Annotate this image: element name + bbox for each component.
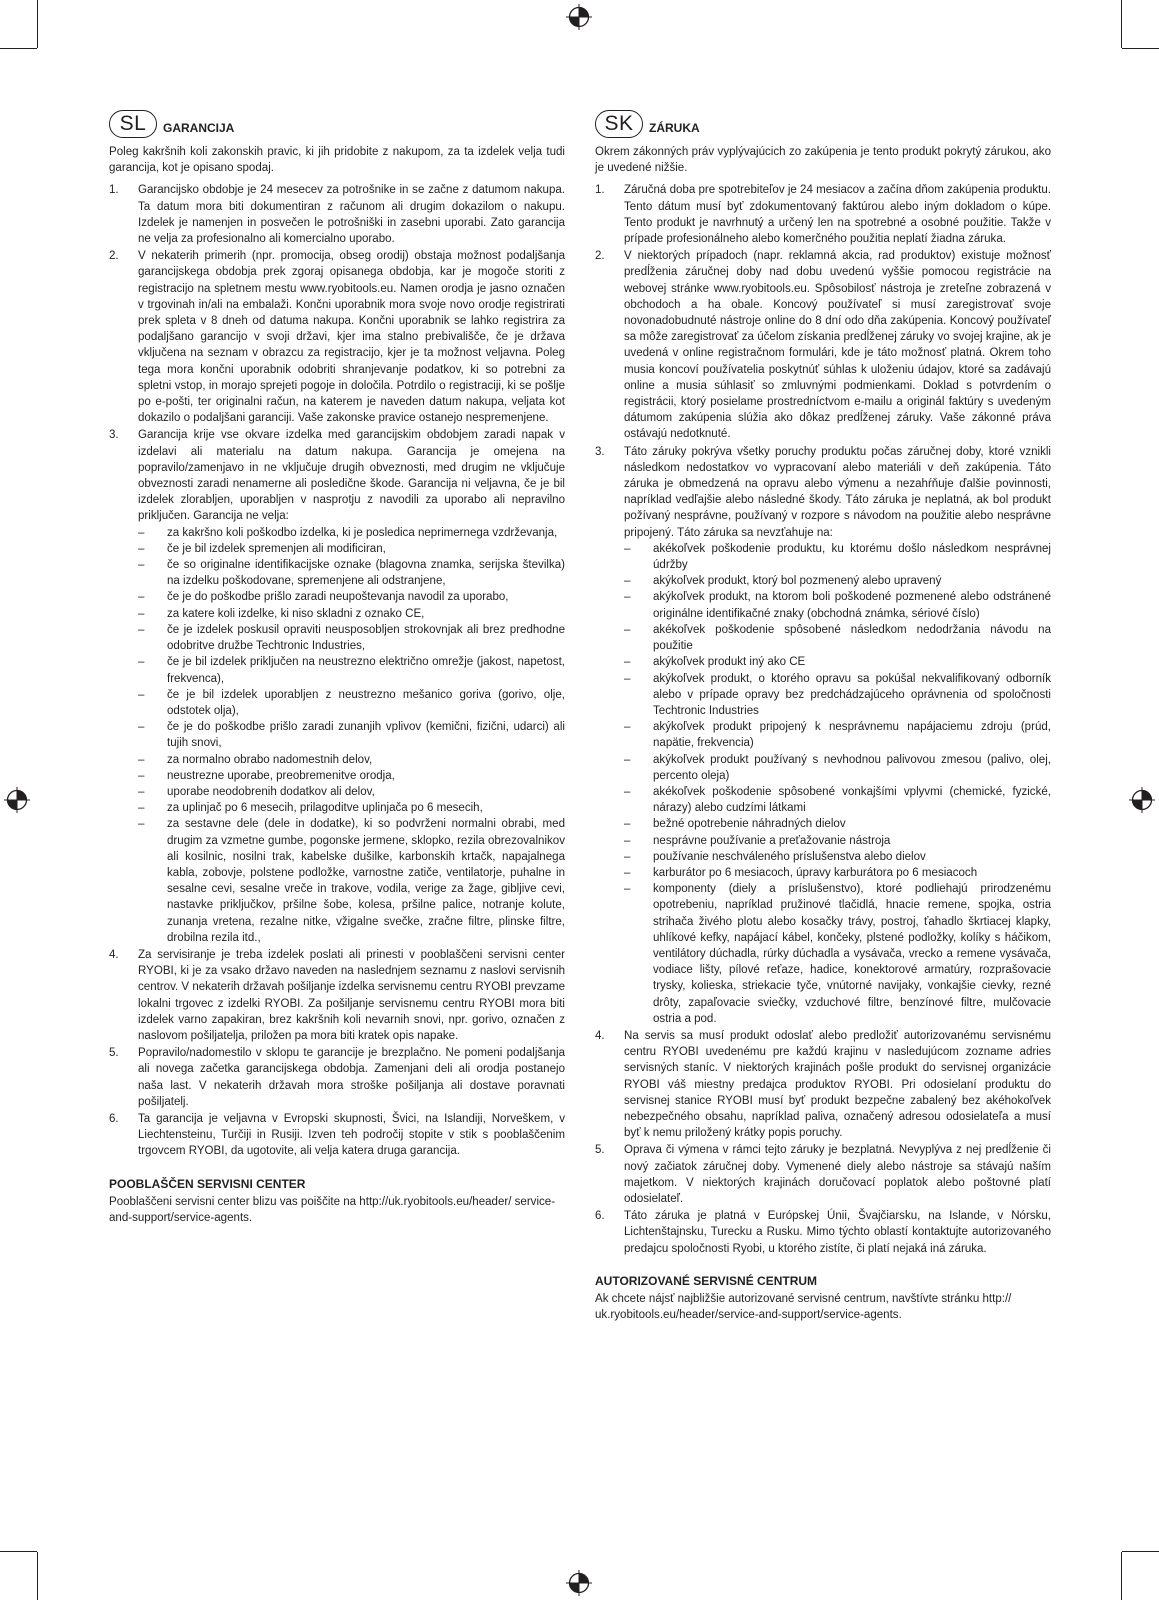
dash-bullet: – [624, 753, 631, 766]
item-number: 3. [595, 445, 605, 458]
exclusion-item: – za katere koli izdelke, ki niso skladni z oznako CE, [138, 606, 565, 622]
exclusion-item: – nesprávne používanie a preťažovanie nástroja [624, 833, 1051, 849]
item-text: Táto záruky pokrýva všetky poruchy produktu počas záručnej doby, ktoré vznikli následkom nedostatkov vo vypracovaní alebo materiáli v deň zakúpenia. Táto záruka je obmedzená na opravu alebo výmenu a nezahŕňuje ďalšie povinnosti, napríklad vedľajšie alebo následné škody. Táto záruka je neplatná, ak bol produkt požívaný nesprávne, používaný v rozpore s návodom na použitie alebo nesprávne pripojený. Táto záruka sa nevzťahuje na: [624, 445, 1051, 539]
list-item [595, 1028, 1051, 1141]
service-center-title: AUTORIZOVANÉ SERVISNÉ CENTRUM [595, 1273, 818, 1288]
list-item [595, 1142, 1051, 1207]
exclusions-list [138, 525, 565, 946]
crop-mark-top-right-v [1121, 0, 1122, 48]
exclusion-item: – za normalno obrabo nadomestnih delov, [138, 752, 565, 768]
exclusion-item: – akékoľvek poškodenie produktu, ku ktorému došlo následkom nesprávnej údržby [624, 542, 1051, 572]
crop-mark-top-left-h [0, 48, 37, 49]
list-item [595, 182, 1051, 247]
item-text: Oprava či výmena v rámci tejto záruky je bezplatná. Nevyplýva z nej predĺženie či nový začiatok záručnej doby. Vymenené diely alebo nástroje sa stávajú naším majetkom. V niektorých krajinách doručovací poplatok alebo poštovné platí odosielateľ. [624, 1144, 1051, 1205]
crop-mark-bottom-left-h [0, 1551, 37, 1552]
dash-bullet: – [624, 850, 631, 863]
exclusion-item: – akýkoľvek produkt iný ako CE [624, 654, 1051, 670]
exclusion-item: – akýkoľvek produkt používaný s nevhodnou palivovou zmesou (palivo, olej, percento oleja) [624, 753, 1051, 782]
exclusion-item: – akýkoľvek produkt pripojený k nesprávnemu napájaciemu zdroju (prúd, napätie, frekvencia) [624, 721, 1051, 750]
warranty-column-sl [109, 108, 565, 1226]
service-center-text: Pooblaščeni servisni center blizu vas poiščite na http://uk.ryobitools.eu/header/ service-and-support/service-agents. [109, 1195, 556, 1224]
exclusion-item: – če je bil izdelek priključen na neustrezno električno omrežje (jakost, napetost, frekvenca), [138, 656, 565, 685]
item-number: 1. [595, 184, 605, 197]
item-text: V nekaterih primerih (npr. promocija, obseg orodij) obstaja možnost podaljšanja garancijskega obdobja prek zgoraj opisanega obdobja, kar je mogoče storiti z registracijo na spletnem mestu www.ryobitools.eu. Namen orodja je jasno označen v trgovinah in/ali na embalaži. Končni uporabnik mora svoje novo orodje registrirati prek spleta v 8 dneh od datuma nakupa. Končni uporabnik se lahko registrira za podaljšano garancijo v svoji državi, kjer ima stalno prebivališče, če je država vključena na seznam v obrazcu za registracijo, kjer je ta možnost veljavna. Poleg tega mora končni uporabnik odobriti shranjevanje podatkov, ki so potrebni za spletni vstop, in morajo sprejeti pogoje in določila. Potrdilo o registraciji, ki se pošlje po e-pošti, ter originalni račun, na katerem je naveden datum nakupa, veljata kot dokazilo o podaljšani garanciji. Vaše zakonske pravice ostanejo nespremenjene. [138, 250, 565, 425]
item-text: Garancija krije vse okvare izdelka med garancijskim obdobjem zaradi napak v izdelavi ali materialu na datum nakupa. Garancija je omejena na popravilo/zamenjavo in ne vključuje drugih obveznosti, med drugim ne vključuje obveznosti zaradi nenamerne ali posledične škode. Garancija ni veljavna, če je bil izdelek zlorabljen, uporabljen v nasprotju z navodili za uporabo ali nepravilno priključen. Garancija ne velja: [138, 429, 565, 523]
intro-paragraph: Poleg kakršnih koli zakonskih pravic, ki jih pridobite z nakupom, za ta izdelek velja tudi garancija, kot je opisano spodaj. [109, 146, 565, 175]
exclusion-item: – karburátor po 6 mesiacoch, úpravy karburátora po 6 mesiacoch [624, 865, 1051, 881]
dash-bullet: – [138, 559, 145, 572]
crop-mark-bottom-right-v [1121, 1552, 1122, 1600]
exclusion-item: – akékoľvek poškodenie spôsobené vonkajšími vplyvmi (chemické, fyzické, nárazy) alebo cudzími látkami [624, 785, 1051, 815]
dash-bullet: – [138, 785, 145, 798]
exclusion-item: – akýkoľvek produkt, o ktorého opravu sa pokúšal nekvalifikovaný odborník alebo v prípade opravy bez predchádzajúceho oprávnenia od spoločnosti Techtronic Industries [624, 672, 1051, 717]
section-title: ZÁRUKA [649, 120, 700, 135]
list-item [109, 427, 565, 946]
item-text: Za servisiranje je treba izdelek poslati ali prinesti v pooblaščeni servisni center RYOBI, ki je za vsako državo naveden na naslednjem seznamu z naslovi servisnih centrov. V nekaterih državah pošiljanje izdelka servisnemu centru RYOBI prevzame lokalni trgovec z izdelki RYOBI. Za pošiljanje servisnemu centru RYOBI mora biti izdelek varno zapakiran, brez kakršnih koli nevarnih snovi, npr. gorivo, označen z naslovom pošiljatelja, priložen pa mora biti kratek opis napake. [138, 948, 566, 1042]
exclusion-item: – za sestavne dele (dele in dodatke), ki so podvrženi normalni obrabi, med drugim za vzmetne gumbe, pogonske jermene, sklopko, rezila obrezovalnikov ali kosilnic, nosilni trak, kabelske dušilke, karbonskih krtačk, napajalnega kabla, zobovje, polstene podložke, varnostne zatiče, ventilatorje, puhalne in sesalne cevi, sesalne vreče in trakove, vodila, verige za žage, gibljive cevi, nastavke priključkov, pršilne šobe, kolesa, pršilne palice, notranje kolute, zunanja vretena, rezalne nitke, vžigalne svečke, zračne filtre, plinske filtre, drobilna rezila itd., [138, 818, 565, 944]
language-badge: SL [109, 110, 157, 138]
item-number: 4. [595, 1029, 605, 1042]
dash-bullet: – [624, 721, 631, 734]
dash-bullet: – [624, 656, 631, 669]
exclusions-list [624, 541, 1051, 1027]
crop-mark-bottom-right-h [1122, 1551, 1159, 1552]
section-heading [595, 108, 1051, 140]
registration-mark-icon [566, 4, 592, 30]
dash-bullet: – [138, 753, 145, 766]
intro-paragraph: Okrem zákonných práv vyplývajúcich zo zakúpenia je tento produkt pokrytý zárukou, ako je uvedené nižšie. [595, 146, 1051, 175]
item-text: Ta garancija je veljavna v Evropski skupnosti, Švici, na Islandiji, Norveškem, v Liechtensteinu, Turčiji in Rusiji. Izven teh področij stopite v stik s pooblaščenim trgovcem RYOBI, da ugotovite, ali velja katera druga garancija. [138, 1112, 565, 1158]
exclusion-item: – používanie neschváleného príslušenstva alebo dielov [624, 849, 1051, 865]
exclusion-item: – bežné opotrebenie náhradných dielov [624, 816, 1051, 832]
item-number: 3. [109, 429, 119, 442]
language-badge: SK [595, 110, 643, 138]
registration-mark-icon [566, 1570, 592, 1596]
registration-mark-icon [4, 787, 30, 813]
dash-bullet: – [138, 688, 145, 701]
service-center-text: Ak chcete nájsť najbližšie autorizované servisné centrum, navštívte stránku http:// uk.ryobitools.eu/header/service-and-support/service-agents. [595, 1293, 1012, 1322]
exclusion-item: – uporabe neodobrenih dodatkov ali delov, [138, 784, 565, 800]
item-number: 5. [109, 1047, 119, 1060]
warranty-column-sk [595, 108, 1051, 1323]
warranty-terms-list [109, 182, 565, 1159]
dash-bullet: – [624, 818, 631, 831]
dash-bullet: – [138, 802, 145, 815]
dash-bullet: – [624, 591, 631, 604]
dash-bullet: – [624, 866, 631, 879]
item-text: V niektorých prípadoch (napr. reklamná akcia, rad produktov) existuje možnosť predĺženia záručnej doby nad dobu uvedenú vyššie pomocou registrácie na webovej stránke www.ryobitools.eu. Spôsobilosť nástroja je zreteľne zobrazená v obchodoch a ha obale. Koncový používateľ si musí zaregistrovať svoje novonadobudnuté nástroje online do 8 dní odo dňa zakúpenia. Koncový používateľ sa môže zaregistrovať za účelom získania predĺženej záruky vo svojej krajine, ak je uvedená v online registračnom formulári, kde je táto možnosť platná. Okrem toho musia koncoví používatelia poskytnúť súhlas k uloženiu údajov, ktoré sa zadávajú online a musia súhlasiť so zmluvnými podmienkami. Doklad s potvrdením o registrácii, ktorý posielame prostredníctvom e-mailu a originál faktúry s uvedeným dátumom zakúpenia slúžia ako dôkaz predĺženej záruky. Vaše zákonné práva ostávajú nedotknuté. [624, 250, 1051, 441]
list-item [595, 444, 1051, 1027]
warranty-terms-list [595, 182, 1051, 1256]
registration-mark-icon [1129, 787, 1155, 813]
item-text: Garancijsko obdobje je 24 mesecev za potrošnike in se začne z datumom nakupa. Ta datum mora biti dokumentiran z računom ali drugim dokazilom o nakupu. Izdelek je namenjen in posvečen le potrošniški in zasebni uporabi. Zato garancija ne velja za profesionalno ali komercialno uporabo. [138, 184, 565, 246]
dash-bullet: – [138, 721, 145, 734]
dash-bullet: – [138, 623, 145, 636]
list-item [109, 248, 565, 426]
dash-bullet: – [624, 542, 631, 555]
section-title: GARANCIJA [163, 120, 235, 135]
exclusion-item: – če je do poškodbe prišlo zaradi zunanjih vplivov (kemični, fizični, udarci) ali tujih snovi, [138, 721, 565, 750]
dash-bullet: – [138, 818, 145, 831]
item-text: Záručná doba pre spotrebiteľov je 24 mesiacov a začína dňom zakúpenia produktu. Tento dátum musí byť zdokumentovaný faktúrou alebo iným dokladom o kúpe. Tento produkt je navrhnutý a určený len na spotrebné a osobné použitie. Takže v prípade profesionálneho alebo komerčného použitia neplatí žiadna záruka. [624, 184, 1052, 246]
dash-bullet: – [138, 542, 145, 555]
list-item [595, 248, 1051, 442]
dash-bullet: – [138, 591, 145, 604]
exclusion-item: – če so originalne identifikacijske oznake (blagovna znamka, serijska številka) na izdelku poškodovane, spremenjene ali odstranjene, [138, 559, 565, 588]
exclusion-item: – če je bil izdelek uporabljen z neustrezno mešanico goriva (gorivo, olje, odstotek olja), [138, 688, 565, 717]
crop-mark-top-left-v [37, 0, 38, 48]
exclusion-item: – za uplinjač po 6 mesecih, prilagoditve uplinjača po 6 mesecih, [138, 800, 565, 816]
item-number: 2. [109, 250, 119, 263]
item-number: 1. [109, 184, 119, 197]
list-item [109, 1045, 565, 1110]
list-item [109, 947, 565, 1044]
dash-bullet: – [624, 575, 631, 588]
exclusion-item: – če je izdelek poskusil opraviti neusposobljen strokovnjak ali brez predhodne odobritve družbe Techtronic Industries, [138, 623, 565, 653]
item-number: 5. [595, 1144, 605, 1157]
dash-bullet: – [624, 883, 631, 896]
item-text: Popravilo/nadomestilo v sklopu te garancije je brezplačno. Ne pomeni podaljšanja ali novega začetka garancijskega obdobja. Zamenjani deli ali orodja postanejo naša last. V nekaterih državah mora stroške pošiljanja ali dostave poravnati pošiljatelj. [138, 1047, 565, 1108]
exclusion-item: – neustrezne uporabe, preobremenitve orodja, [138, 768, 565, 784]
dash-bullet: – [624, 785, 631, 798]
item-number: 4. [109, 948, 119, 961]
list-item [109, 1111, 565, 1160]
item-text: Táto záruka je platná v Európskej Únii, Švajčiarsku, na Islande, v Nórsku, Lichtenštajnsku, Turecku a Rusku. Mimo týchto oblastí kontaktujte autorizovaného predajcu spoločnosti Ryobi, u ktorého zistíte, či platí nejaká iná záruka. [624, 1210, 1051, 1255]
crop-mark-bottom-left-v [37, 1552, 38, 1600]
section-heading [109, 108, 565, 140]
dash-bullet: – [624, 672, 631, 685]
exclusion-item: – akýkoľvek produkt, ktorý bol pozmenený alebo upravený [624, 573, 1051, 589]
dash-bullet: – [138, 656, 145, 669]
item-number: 2. [595, 250, 605, 263]
dash-bullet: – [138, 526, 145, 539]
crop-mark-top-right-h [1122, 48, 1159, 49]
dash-bullet: – [138, 769, 145, 782]
item-number: 6. [109, 1112, 119, 1125]
dash-bullet: – [138, 607, 145, 620]
dash-bullet: – [624, 834, 631, 847]
list-item [595, 1208, 1051, 1257]
service-center-title: POOBLAŠČEN SERVISNI CENTER [109, 1176, 306, 1191]
exclusion-item: – za kakršno koli poškodbo izdelka, ki je posledica neprimernega vzdrževanja, [138, 525, 565, 541]
exclusion-item: – komponenty (diely a príslušenstvo), ktoré podliehajú prirodzenému opotrebeniu, napríklad pružinové tlačidlá, hnacie remene, spojka, ostria strihača živého plotu alebo kosačky trávy, postroj, ťahadlo škrtiacej klapky, uhlíkové kefky, napájací kábel, končeky, plstené podložky, kolíky s háčikom, ventilátory dúchadla, rúrky dúchadla a vysávača, vrecko a remene vysávača, vodiace lišty, pílové reťaze, hadice, konektorové armatúry, rozprašovacie trysky, kolieska, striekacie tyče, vnútorné navijaky, vonkajšie cievky, rezné drôty, zapaľovacie sviečky, vzduchové filtre, benzínové filtre, mulčovacie ostria a pod. [624, 883, 1051, 1025]
exclusion-item: – akýkoľvek produkt, na ktorom boli poškodené pozmenené alebo odstránené originálne identifikačné znaky (obchodná známka, sériové číslo) [624, 591, 1051, 620]
exclusion-item: – če je bil izdelek spremenjen ali modificiran, [138, 541, 565, 557]
exclusion-item: – če je do poškodbe prišlo zaradi neupoštevanja navodil za uporabo, [138, 589, 565, 605]
dash-bullet: – [624, 623, 631, 636]
item-number: 6. [595, 1210, 605, 1223]
item-text: Na servis sa musí produkt odoslať alebo predložiť autorizovanému servisnému centru RYOBI uvedenému pre každú krajinu v nasledujúcom zozname adries servisných staníc. V niektorých krajinách pošle produkt do servisnej organizácie RYOBI váš miestny predajca produktov RYOBI. Pri odosielaní produktu do servisnej stanice RYOBI musí byť produkt bezpečne zabalený bez akéhokoľvek nebezpečného obsahu, napríklad paliva, označený adresou odosielateľa a musí byť k nemu priložený krátky popis poruchy. [624, 1029, 1051, 1140]
exclusion-item: – akékoľvek poškodenie spôsobené následkom nedodržania návodu na použitie [624, 623, 1051, 653]
list-item [109, 182, 565, 247]
